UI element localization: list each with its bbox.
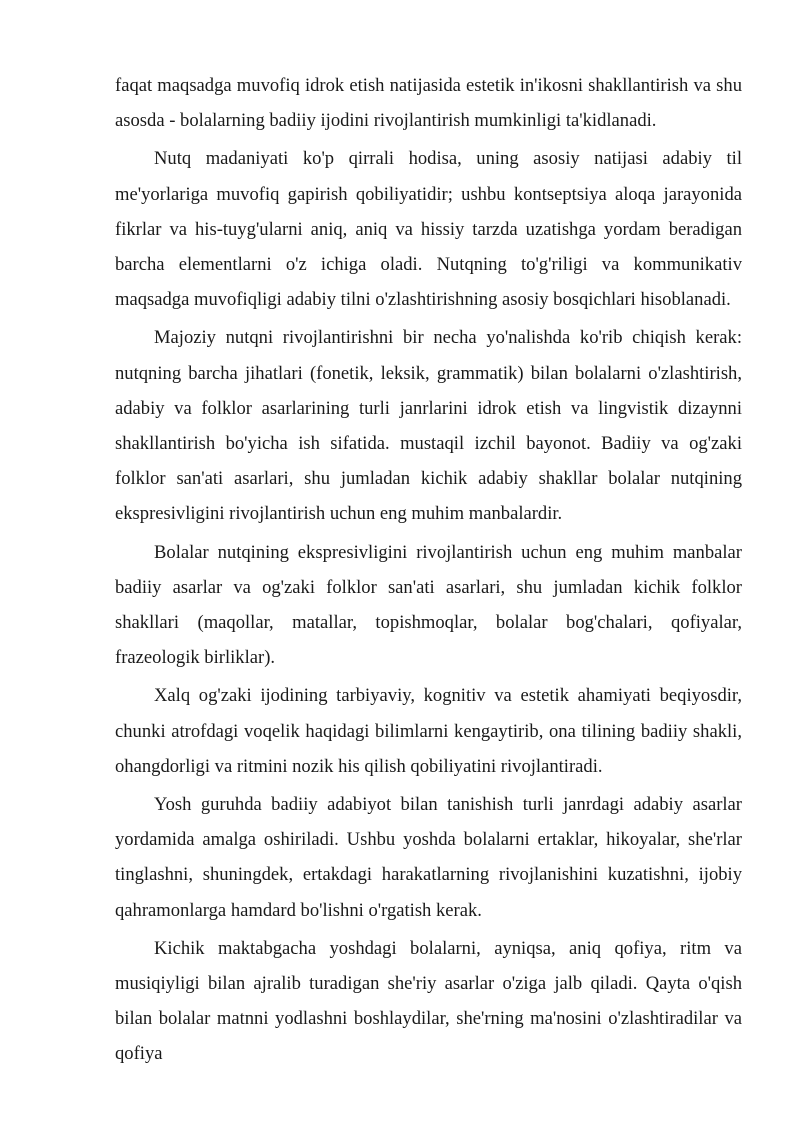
paragraph-figurative-speech: Majoziy nutqni rivojlantirishni bir necha yo'nalishda ko'rib chiqish kerak: nutqning barcha jihatlari (fonetik, leksik, grammatik) bilan bolalarni o'zlashtirish, adabiy va folklor asarlarining turli janrlarini idrok etish va lingvistik dizaynni shakllantirish bo'yicha ish sifatida. mustaqil izchil bayonot. Badiiy va og'zaki folklor san'ati asarlari, shu jumladan kichik adabiy shakllar bolalar nutqining ekspresivligini rivojlantirish uchun eng muhim manbalardir. xyxy=(115,327,742,525)
document-page xyxy=(115,68,742,1075)
paragraph-folk-art: Xalq og'zaki ijodining tarbiyaviy, kognitiv va estetik ahamiyati beqiyosdir, chunki atrofdagi voqelik haqidagi bilimlarni kengaytirib, ona tilining badiiy shakli, ohangdorligi va ritmini nozik his qilish qobiliyatini rivojlantiradi. xyxy=(115,685,742,777)
paragraph-expressive-sources: Bolalar nutqining ekspresivligini rivojlantirish uchun eng muhim manbalar badiiy asarlar va og'zaki folklor san'ati asarlari, shu jumladan kichik folklor shakllari (maqollar, matallar, topishmoqlar, bolalar bog'chalari, qofiyalar, frazeologik birliklar). xyxy=(115,541,742,669)
paragraph-preschool-poetry: Kichik maktabgacha yoshdagi bolalarni, ayniqsa, aniq qofiya, ritm va musiqiyligi bilan ajralib turadigan she'riy asarlar o'ziga jalb qiladi. Qayta o'qish bilan bolalar matnni yodlashni boshlaydilar, she'rning ma'nosini o'zlashtiradilar va qofiya xyxy=(115,937,742,1065)
paragraph-younger-group: Yosh guruhda badiiy adabiyot bilan tanishish turli janrdagi adabiy asarlar yordamida amalga oshiriladi. Ushbu yoshda bolalarni ertaklar, hikoyalar, she'rlar tinglashni, shuningdek, ertakdagi harakatlarning rivojlanishini kuzatishni, ijobiy qahramonlarga hamdard bo'lishni o'rgatish kerak. xyxy=(115,794,742,921)
paragraph-continuation: faqat maqsadga muvofiq idrok etish natijasida estetik in'ikosni shakllantirish va shu asosda - bolalarning badiiy ijodini rivojlantirish mumkinligi ta'kidlanadi. xyxy=(115,75,742,132)
paragraph-speech-culture: Nutq madaniyati ko'p qirrali hodisa, uning asosiy natijasi adabiy til me'yorlariga muvofiq gapirish qobiliyatidir; ushbu kontseptsiya aloqa jarayonida fikrlar va his-tuyg'ularni aniq, aniq va hissiy tarzda uzatishga yordam beradigan barcha elementlarni o'z ichiga oladi. Nutqning to'g'riligi va kommunikativ maqsadga muvofiqligi adabiy tilni o'zlashtirishning asosiy bosqichlari hisoblanadi. xyxy=(115,148,742,311)
